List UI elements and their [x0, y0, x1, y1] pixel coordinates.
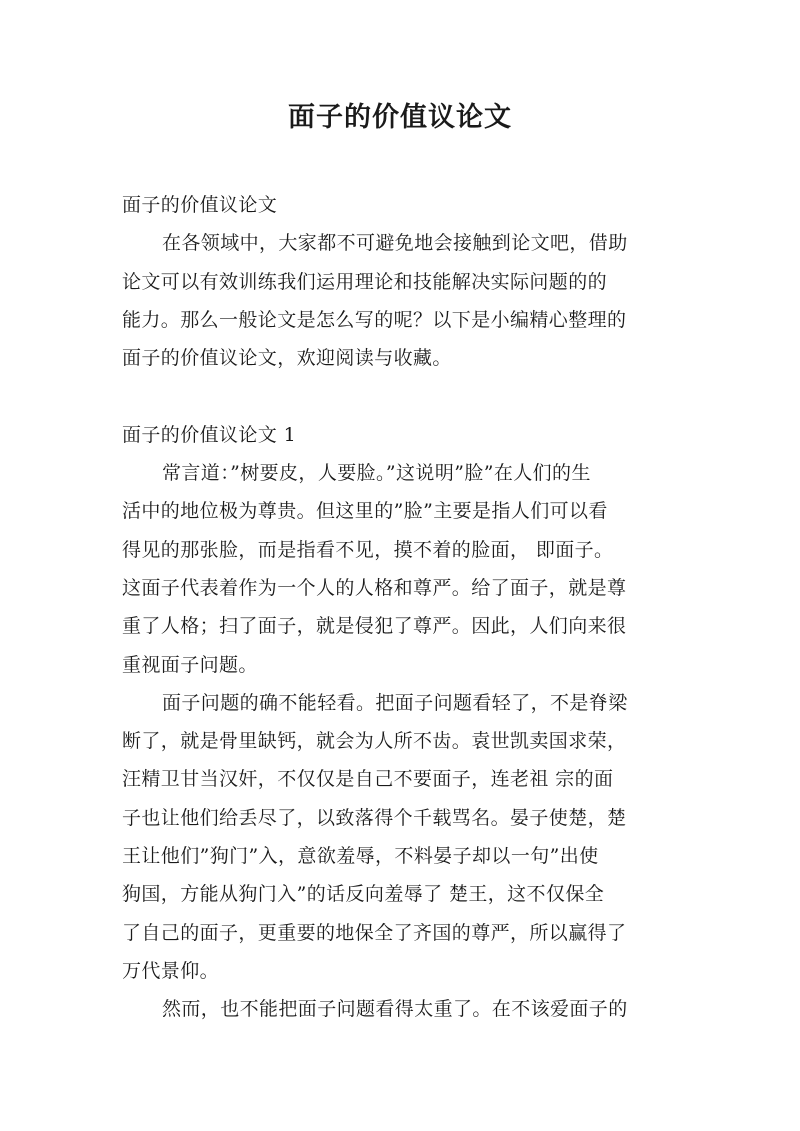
- intro-line: 能力。那么一般论文是怎么写的呢？以下是小编精心整理的: [122, 308, 627, 331]
- intro-line: 在各领域中，大家都不可避免地会接触到论文吧，借助: [162, 232, 628, 255]
- document-body: [122, 186, 682, 1029]
- paragraph-line: 然而，也不能把面子问题看得太重了。在不该爱面子的: [162, 998, 628, 1021]
- section-heading: 面子的价值议论文 1: [122, 423, 297, 446]
- paragraph-line: 这面子代表着作为一个人的人格和尊严。给了面子，就是尊: [122, 576, 627, 599]
- paragraph-line: 狗国，方能从狗门入”的话反向羞辱了 楚王，这不仅保全: [122, 883, 605, 906]
- intro-line: 面子的价值议论文，欢迎阅读与收藏。: [122, 347, 452, 370]
- paragraph-line: 汪精卫甘当汉奸，不仅仅是自己不要面子，连老祖 宗的面: [122, 768, 614, 791]
- paragraph-line: 得见的那张脸，而是指看不见，摸不着的脸面， 即面子。: [122, 538, 614, 561]
- paragraph-2: [122, 684, 682, 990]
- blank-line: [122, 377, 682, 415]
- document-title: 面子的价值议论文: [288, 102, 512, 133]
- paragraph-line: 面子问题的确不能轻看。把面子问题看轻了，不是脊梁: [162, 691, 628, 714]
- paragraph-line: 重了人格；扫了面子，就是侵犯了尊严。因此，人们向来很: [122, 615, 627, 638]
- paragraph-line: 子也让他们给丢尽了，以致落得个千载骂名。晏子使楚，楚: [122, 806, 627, 829]
- paragraph-3: [122, 990, 682, 1028]
- paragraph-line: 常言道：”树要皮，人要脸。”这说明”脸”在人们的生: [162, 462, 591, 485]
- intro-heading: 面子的价值议论文: [122, 194, 278, 216]
- paragraph-line: 王让他们”狗门”入，意欲羞辱，不料晏子却以一句”出使: [122, 845, 599, 868]
- intro-line: 论文可以有效训练我们运用理论和技能解决实际问题的的: [122, 270, 608, 293]
- paragraph-line: 重视面子问题。: [122, 653, 258, 676]
- intro-paragraph: [122, 224, 682, 377]
- paragraph-line: 了自己的面子，更重要的地保全了齐国的尊严，所以赢得了: [122, 921, 627, 944]
- paragraph-1: [122, 454, 682, 684]
- paragraph-line: 断了，就是骨里缺钙，就会为人所不齿。袁世凯卖国求荣，: [122, 730, 627, 753]
- paragraph-line: 万代景仰。: [122, 959, 220, 982]
- paragraph-line: 活中的地位极为尊贵。但这里的”脸”主要是指人们可以看: [122, 500, 608, 523]
